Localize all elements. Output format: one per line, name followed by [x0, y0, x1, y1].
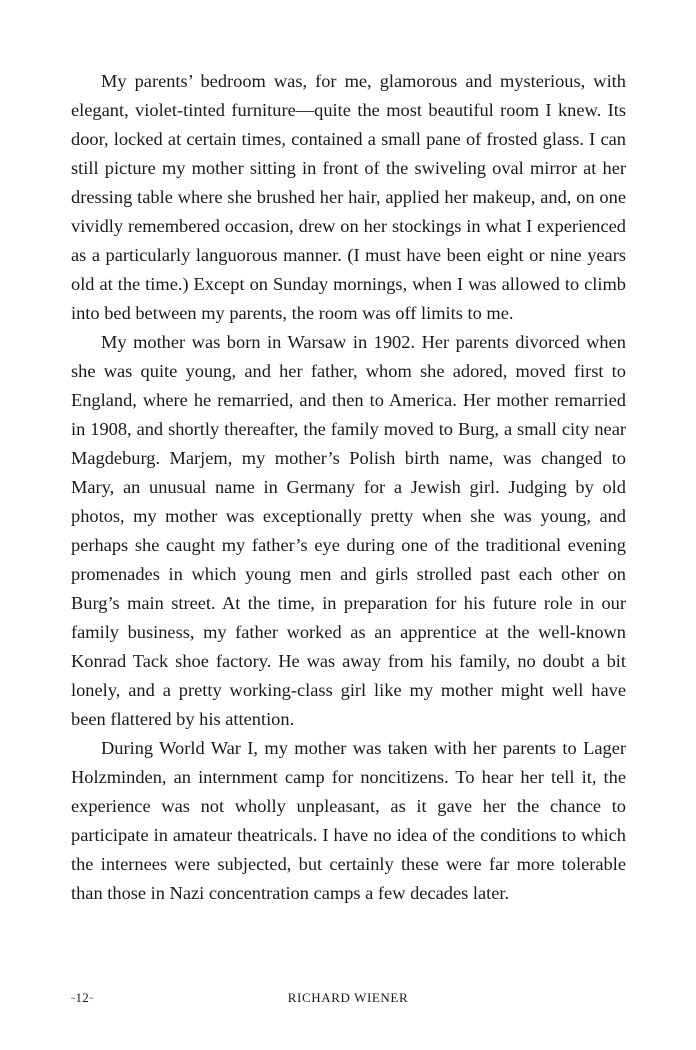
page-footer [0, 988, 696, 1008]
paragraph: During World War I, my mother was taken with her parents to Lager Holzminden, an internment camp for noncitizens. To hear her tell it, the experience was not wholly unpleasant, as it gave her the chance to participate in amateur theatricals. I have no idea of the conditions to which the internees were subjected, but certainly these were far more tolerable than those in Nazi concentration camps a few decades later. [71, 738, 626, 903]
body-text [71, 67, 626, 908]
running-head-author: RICHARD WIENER [287, 990, 409, 1005]
page-number: 12 [75, 990, 89, 1005]
folio-ornament-left: ~ [71, 994, 76, 1004]
folio-ornament-right: ~ [88, 994, 94, 1004]
paragraph: My parents’ bedroom was, for me, glamorous and mysterious, with elegant, violet-tinted furniture—quite the most beautiful room I knew. Its door, locked at certain times, contained a small pane of frosted glass. I can still picture my mother sitting in front of the swiveling oval mirror at her dressing table where she brushed her hair, applied her makeup, and, on one vividly remembered occasion, drew on her stockings in what I experienced as a particularly languorous manner. (I must have been eight or nine years old at the time.) Except on Sunday mornings, when I was allowed to climb into bed between my parents, the room was off limits to me. [71, 71, 626, 323]
paragraph: My mother was born in Warsaw in 1902. Her parents divorced when she was quite young, and her father, whom she adored, moved first to England, where he remarried, and then to America. Her mother remarried in 1908, and shortly thereafter, the family moved to Burg, a small city near Magdeburg. Marjem, my mother’s Polish birth name, was changed to Mary, an unusual name in Germany for a Jewish girl. Judging by old photos, my mother was exceptionally pretty when she was young, and perhaps she caught my father’s eye during one of the traditional evening promenades in which young men and girls strolled past each other on Burg’s main street. At the time, in preparation for his future role in our family business, my father worked as an apprentice at the well-known Konrad Tack shoe factory. He was away from his family, no doubt a bit lonely, and a pretty working-class girl like my mother might well have been flattered by his attention. [71, 332, 626, 729]
